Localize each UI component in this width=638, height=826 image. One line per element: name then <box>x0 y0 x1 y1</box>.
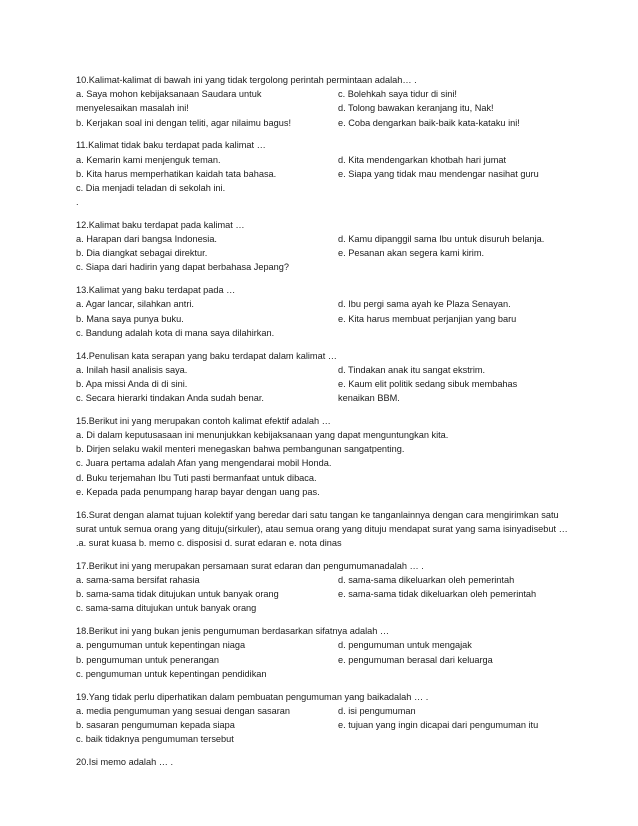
option-line: c. pengumuman untuk kepentingan pendidikan <box>76 668 267 679</box>
option-right: d. isi pengumuman <box>338 705 416 716</box>
question-list <box>76 73 576 778</box>
option-left: a. pengumuman untuk kepentingan niaga <box>76 640 246 651</box>
option-line: c. sama-sama ditujukan untuk banyak orang <box>76 603 257 614</box>
option-row <box>76 704 576 718</box>
option-right: e. tujuan yang ingin dicapai dari pengumuman itu <box>338 719 539 730</box>
option-line: b. Dirjen selaku wakil menteri menegaskan bahwa pembangunan sangatpenting. <box>76 444 405 455</box>
option-right: c. Bolehkah saya tidur di sini! <box>338 89 457 100</box>
option-right: e. pengumuman berasal dari keluarga <box>338 654 493 665</box>
option-left: b. pengumuman untuk penerangan <box>76 654 220 665</box>
option-left: c. Secara hierarki tindakan Anda sudah benar. <box>76 393 264 404</box>
option-line: . <box>76 197 79 208</box>
option-right: d. Kita mendengarkan khotbah hari jumat <box>338 154 507 165</box>
option-left: a. Kemarin kami menjenguk teman. <box>76 154 221 165</box>
option-row <box>76 391 576 405</box>
option-row <box>76 312 576 326</box>
option-left: a. Inilah hasil analisis saya. <box>76 364 188 375</box>
option-right: d. Kamu dipanggil sama Ibu untuk disuruh belanja. <box>338 234 545 245</box>
option-row <box>76 101 576 115</box>
option-right: e. Pesanan akan segera kami kirim. <box>338 248 485 259</box>
question-stem: 16.Surat dengan alamat tujuan kolektif yang beredar dari satu tangan ke tanganlainnya dengan cara mengirimkan satu surat untuk semua orang yang dituju(sirkuler), atau semua orang yang dituju mendapat surat yang sama isinyadisebut … .a. surat kuasa b. memo c. disposisi d. surat edaran e. nota dinas <box>76 509 568 549</box>
option-right: d. Ibu pergi sama ayah ke Plaza Senayan. <box>338 299 511 310</box>
option-line: a. Di dalam keputusasaan ini menunjukkan kebijaksanaan yang dapat menguntungkan kita. <box>76 430 449 441</box>
option-row <box>76 116 576 130</box>
question-stem: 11.Kalimat tidak baku terdapat pada kalimat … <box>76 140 266 151</box>
option-right: kenaikan BBM. <box>338 393 400 404</box>
option-line: c. baik tidaknya pengumuman tersebut <box>76 734 234 745</box>
question-block <box>76 218 576 275</box>
option-line: d. Buku terjemahan Ibu Tuti pasti bermanfaat untuk dibaca. <box>76 472 317 483</box>
question-block <box>76 414 576 499</box>
option-right: e. Kita harus membuat perjanjian yang baru <box>338 313 517 324</box>
option-left: a. Saya mohon kebijaksanaan Saudara untuk <box>76 89 262 100</box>
option-right: e. sama-sama tidak dikeluarkan oleh pemerintah <box>338 589 537 600</box>
question-stem: 13.Kalimat yang baku terdapat pada … <box>76 285 236 296</box>
option-row <box>76 653 576 667</box>
option-right: d. pengumuman untuk mengajak <box>338 640 472 651</box>
option-row <box>76 297 576 311</box>
option-left: b. Kita harus memperhatikan kaidah tata bahasa. <box>76 168 277 179</box>
option-row <box>76 587 576 601</box>
question-stem: 17.Berikut ini yang merupakan persamaan surat edaran dan pengumumanadalah … . <box>76 560 424 571</box>
option-left: b. Mana saya punya buku. <box>76 313 184 324</box>
question-block <box>76 73 576 130</box>
question-stem: 19.Yang tidak perlu diperhatikan dalam pembuatan pengumuman yang baikadalah … . <box>76 691 429 702</box>
question-block <box>76 349 576 406</box>
option-left: b. Apa missi Anda di di sini. <box>76 378 188 389</box>
option-row <box>76 377 576 391</box>
option-row <box>76 573 576 587</box>
option-left: b. sasaran pengumuman kepada siapa <box>76 719 235 730</box>
option-right: d. sama-sama dikeluarkan oleh pemerintah <box>338 575 515 586</box>
option-row <box>76 232 576 246</box>
option-left: b. sama-sama tidak ditujukan untuk banyak orang <box>76 589 279 600</box>
option-line: c. Bandung adalah kota di mana saya dilahirkan. <box>76 327 275 338</box>
question-block <box>76 755 576 769</box>
option-right: d. Tindakan anak itu sangat ekstrim. <box>338 364 486 375</box>
question-stem: 18.Berikut ini yang bukan jenis pengumuman berdasarkan sifatnya adalah … <box>76 626 390 637</box>
question-stem: 12.Kalimat baku terdapat pada kalimat … <box>76 219 245 230</box>
option-row <box>76 363 576 377</box>
option-left: b. Kerjakan soal ini dengan teliti, agar nilaimu bagus! <box>76 117 292 128</box>
question-stem: 20.Isi memo adalah … . <box>76 756 174 767</box>
question-block <box>76 624 576 681</box>
option-row <box>76 153 576 167</box>
question-block <box>76 559 576 616</box>
option-row <box>76 718 576 732</box>
option-right: e. Siapa yang tidak mau mendengar nasihat guru <box>338 168 539 179</box>
option-right: e. Coba dengarkan baik-baik kata-kataku ini! <box>338 117 520 128</box>
question-block <box>76 138 576 209</box>
option-line: c. Juara pertama adalah Afan yang mengendarai mobil Honda. <box>76 458 332 469</box>
question-block <box>76 283 576 340</box>
option-left: menyelesaikan masalah ini! <box>76 103 189 114</box>
option-left: b. Dia diangkat sebagai direktur. <box>76 248 208 259</box>
question-block <box>76 690 576 747</box>
question-stem: 10.Kalimat-kalimat di bawah ini yang tidak tergolong perintah permintaan adalah… . <box>76 75 417 85</box>
option-row <box>76 246 576 260</box>
option-right: e. Kaum elit politik sedang sibuk membahas <box>338 378 518 389</box>
option-line: e. Kepada pada penumpang harap bayar dengan uang pas. <box>76 486 320 497</box>
question-stem: 15.Berikut ini yang merupakan contoh kalimat efektif adalah … <box>76 415 331 426</box>
option-row <box>76 167 576 181</box>
option-line: c. Dia menjadi teladan di sekolah ini. <box>76 182 226 193</box>
option-row <box>76 87 576 101</box>
question-block <box>76 508 576 551</box>
option-left: a. Agar lancar, silahkan antri. <box>76 299 194 310</box>
option-line: c. Siapa dari hadirin yang dapat berbahasa Jepang? <box>76 262 289 273</box>
option-row <box>76 638 576 652</box>
option-left: a. media pengumuman yang sesuai dengan sasaran <box>76 705 291 716</box>
option-left: a. sama-sama bersifat rahasia <box>76 575 200 586</box>
option-left: a. Harapan dari bangsa Indonesia. <box>76 234 217 245</box>
question-stem: 14.Penulisan kata serapan yang baku terdapat dalam kalimat … <box>76 350 337 361</box>
option-right: d. Tolong bawakan keranjang itu, Nak! <box>338 103 494 114</box>
